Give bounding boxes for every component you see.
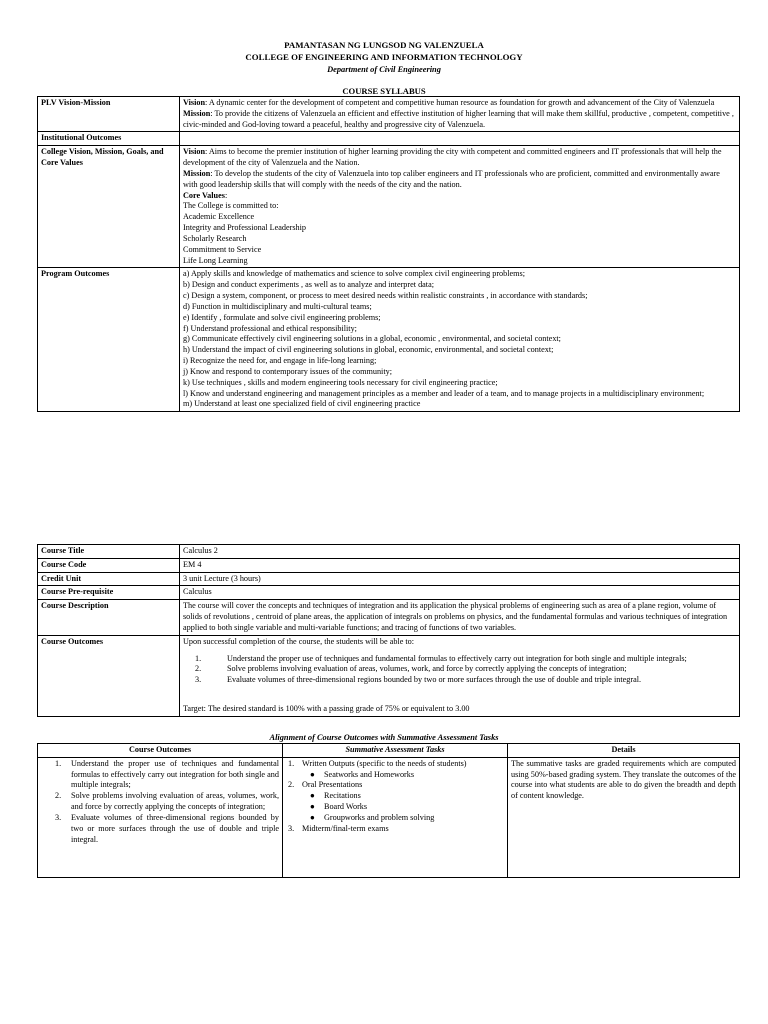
course-info-table bbox=[37, 544, 740, 717]
task-item bbox=[286, 780, 504, 791]
outcome-text: Evaluate volumes of three-dimensional regions bounded by two or more surfaces through the use of double and triple integral. bbox=[71, 812, 279, 844]
task-number: 2. bbox=[288, 780, 295, 790]
institutional-row bbox=[38, 132, 740, 146]
outcome-text: Understand the proper use of techniques and fundamental formulas to effectively carry out integration for both single and multiple integrals; bbox=[71, 758, 279, 790]
bullet-icon: ● bbox=[310, 769, 315, 779]
prerequisite-row bbox=[38, 586, 740, 600]
credit-unit-row bbox=[38, 572, 740, 586]
prerequisite-value: Calculus bbox=[180, 586, 740, 600]
program-outcome: d) Function in multidisciplinary and multi-cultural teams; bbox=[183, 301, 372, 311]
task-subitem bbox=[286, 770, 504, 781]
alignment-header-row bbox=[38, 744, 740, 758]
core-value-item: Life Long Learning bbox=[183, 255, 248, 265]
alignment-outcomes-cell bbox=[38, 757, 283, 877]
institutional-label: Institutional Outcomes bbox=[38, 132, 180, 146]
outcome-text: Solve problems involving evaluation of areas, volumes, work, and force by correctly applying the concepts of integration; bbox=[227, 664, 627, 674]
institutional-content bbox=[180, 132, 740, 146]
task-subitem bbox=[286, 802, 504, 813]
course-code-row bbox=[38, 558, 740, 572]
outcome-number: 3. bbox=[195, 675, 202, 685]
plv-content bbox=[180, 97, 740, 132]
task-subitem-text: Groupworks and problem solving bbox=[324, 812, 435, 822]
prerequisite-label: Course Pre-requisite bbox=[38, 586, 180, 600]
plv-mission-text: : To provide the citizens of Valenzuela an efficient and effective institution of higher learning that will make them skillful, productive , competent, competitive , civic-minded and God-loving toward a peaceful, healthy and progressive city of Valenzuela. bbox=[183, 108, 734, 129]
core-value-item: Commitment to Service bbox=[183, 244, 262, 254]
credit-unit-label: Credit Unit bbox=[38, 572, 180, 586]
core-values-label: Core Values bbox=[183, 190, 225, 200]
program-outcomes-content bbox=[180, 268, 740, 412]
alignment-outcome-item bbox=[41, 813, 279, 845]
description-value: The course will cover the concepts and techniques of integration and its application the physical problems of engineering such as area of a plane region, volume of solids of revolutions , centroid of plane areas, the application of integrals on problems on physics, and the fundamental formulas and various techniques of integration applied to both single variable and multi-variable functions; and tracing of functions of two variables. bbox=[180, 600, 740, 635]
college-vision-text: : Aims to become the premier institution of higher learning providing the city with competent and committed engineers and IT professionals that will help the development of the city of Valenzuela and the Nation. bbox=[183, 147, 722, 168]
program-outcome: h) Understand the impact of civil engineering solutions in global, economic, environmental, and societal context; bbox=[183, 345, 554, 355]
task-item bbox=[286, 759, 504, 770]
col-header-details: Details bbox=[508, 744, 740, 758]
program-outcome: a) Apply skills and knowledge of mathematics and science to solve complex civil engineering problems; bbox=[183, 269, 525, 279]
program-outcome: k) Use techniques , skills and modern engineering tools necessary for civil engineering practice; bbox=[183, 377, 498, 387]
course-outcome-item bbox=[195, 675, 736, 686]
course-outcomes-row bbox=[38, 635, 740, 716]
program-outcome: i) Recognize the need for, and engage in life-long learning; bbox=[183, 356, 377, 366]
outcome-number: 1. bbox=[195, 653, 202, 663]
program-row bbox=[38, 268, 740, 412]
program-outcome: m) Understand at least one specialized field of civil engineering practice bbox=[183, 399, 421, 409]
outcome-text: Understand the proper use of techniques and fundamental formulas to effectively carry out integration for both single and multiple integrals; bbox=[227, 653, 687, 663]
program-outcome: l) Know and understand engineering and management principles as a member and leader of a team, and to manage projects in a multidisciplinary environment; bbox=[183, 388, 705, 398]
college-mission-label: Mission bbox=[183, 168, 211, 178]
task-text: Oral Presentations bbox=[302, 780, 363, 790]
course-outcome-item bbox=[195, 654, 736, 665]
alignment-title: Alignment of Course Outcomes with Summative Assessment Tasks bbox=[269, 733, 499, 742]
alignment-tasks-cell bbox=[283, 757, 508, 877]
university-name: PAMANTASAN NG LUNGSOD NG VALENZUELA bbox=[284, 40, 484, 50]
core-values-colon: : bbox=[224, 190, 228, 200]
alignment-details-cell: The summative tasks are graded requirements which are computed using 50%-based grading system. They translate the outcomes of the course into what students are able to do given the breadth and depth of content knowledge. bbox=[508, 757, 740, 877]
program-outcomes-label: Program Outcomes bbox=[38, 268, 180, 412]
program-outcome: c) Design a system, component, or process to meet desired needs within realistic constraints , in accordance with standards; bbox=[183, 291, 588, 301]
target-statement: Target: The desired standard is 100% with a passing grade of 75% or equivalent to 3.00 bbox=[183, 704, 470, 714]
plv-vision-text: : A dynamic center for the development of competent and competitive human resource as foundation for growth and advancement of the City of Valenzuela bbox=[205, 98, 715, 107]
outcome-number: 3. bbox=[55, 812, 62, 822]
college-row bbox=[38, 146, 740, 268]
task-subitem-text: Seatworks and Homeworks bbox=[324, 769, 415, 779]
outcome-text: Evaluate volumes of three-dimensional regions bounded by two or more surfaces through the use of double and triple integral. bbox=[227, 675, 642, 685]
outcome-number: 2. bbox=[195, 664, 202, 674]
course-code-value: EM 4 bbox=[180, 558, 740, 572]
department-name: Department of Civil Engineering bbox=[327, 65, 441, 74]
task-number: 1. bbox=[288, 758, 295, 768]
vision-mission-table bbox=[37, 96, 740, 412]
col-header-tasks: Summative Assessment Tasks bbox=[283, 744, 508, 758]
college-mission-text: : To develop the students of the city of Valenzuela into top caliber engineers and IT professionals who are proficient, committed and environmentally aware with good leadership skills that will comply with the needs of the city and the nation. bbox=[183, 168, 720, 189]
college-label: College Vision, Mission, Goals, and Core Values bbox=[38, 146, 180, 268]
course-title-label: Course Title bbox=[38, 545, 180, 559]
task-subitem bbox=[286, 813, 504, 824]
task-number: 3. bbox=[288, 823, 295, 833]
course-outcome-item bbox=[195, 664, 736, 675]
alignment-table bbox=[37, 743, 740, 878]
plv-label: PLV Vision-Mission bbox=[38, 97, 180, 132]
task-item bbox=[286, 824, 504, 835]
credit-unit-value: 3 unit Lecture (3 hours) bbox=[180, 572, 740, 586]
course-outcomes-value bbox=[180, 635, 740, 716]
col-header-outcomes: Course Outcomes bbox=[38, 744, 283, 758]
task-text: Midterm/final-term exams bbox=[302, 823, 389, 833]
outcome-number: 1. bbox=[55, 758, 62, 768]
college-vision-label: Vision bbox=[183, 147, 205, 157]
college-content bbox=[180, 146, 740, 268]
description-row bbox=[38, 600, 740, 635]
task-subitem bbox=[286, 791, 504, 802]
alignment-body-row bbox=[38, 757, 740, 877]
task-subitem-text: Board Works bbox=[324, 802, 368, 812]
core-value-item: Academic Excellence bbox=[183, 212, 255, 222]
course-outcomes-intro: Upon successful completion of the course, the students will be able to: bbox=[183, 636, 415, 646]
outcome-text: Solve problems involving evaluation of areas, volumes, work, and force by correctly applying the concepts of integration; bbox=[71, 791, 279, 812]
plv-row bbox=[38, 97, 740, 132]
program-outcome: j) Know and respond to contemporary issues of the community; bbox=[183, 366, 392, 376]
bullet-icon: ● bbox=[310, 802, 315, 812]
course-title-value: Calculus 2 bbox=[180, 545, 740, 559]
alignment-outcome-item bbox=[41, 791, 279, 813]
program-outcome: b) Design and conduct experiments , as well as to analyze and interpret data; bbox=[183, 280, 434, 290]
course-outcomes-label: Course Outcomes bbox=[38, 635, 180, 716]
document-title: COURSE SYLLABUS bbox=[342, 86, 426, 96]
plv-vision-label: Vision bbox=[183, 98, 205, 107]
plv-mission-label: Mission bbox=[183, 108, 211, 118]
core-value-item: Integrity and Professional Leadership bbox=[183, 223, 307, 233]
course-title-row bbox=[38, 545, 740, 559]
task-text: Written Outputs (specific to the needs of students) bbox=[302, 758, 467, 768]
core-values-intro: The College is committed to: bbox=[183, 201, 279, 211]
program-outcome: g) Communicate effectively civil engineering solutions in a global, economic , environmental, and societal context; bbox=[183, 334, 561, 344]
college-name: COLLEGE OF ENGINEERING AND INFORMATION TECHNOLOGY bbox=[245, 52, 523, 62]
outcome-number: 2. bbox=[55, 791, 62, 801]
bullet-icon: ● bbox=[310, 791, 315, 801]
course-code-label: Course Code bbox=[38, 558, 180, 572]
program-outcome: f) Understand professional and ethical responsibility; bbox=[183, 323, 357, 333]
alignment-outcome-item bbox=[41, 759, 279, 791]
bullet-icon: ● bbox=[310, 812, 315, 822]
task-subitem-text: Recitations bbox=[324, 791, 361, 801]
core-value-item: Scholarly Research bbox=[183, 233, 247, 243]
description-label: Course Description bbox=[38, 600, 180, 635]
program-outcome: e) Identify , formulate and solve civil engineering problems; bbox=[183, 312, 381, 322]
